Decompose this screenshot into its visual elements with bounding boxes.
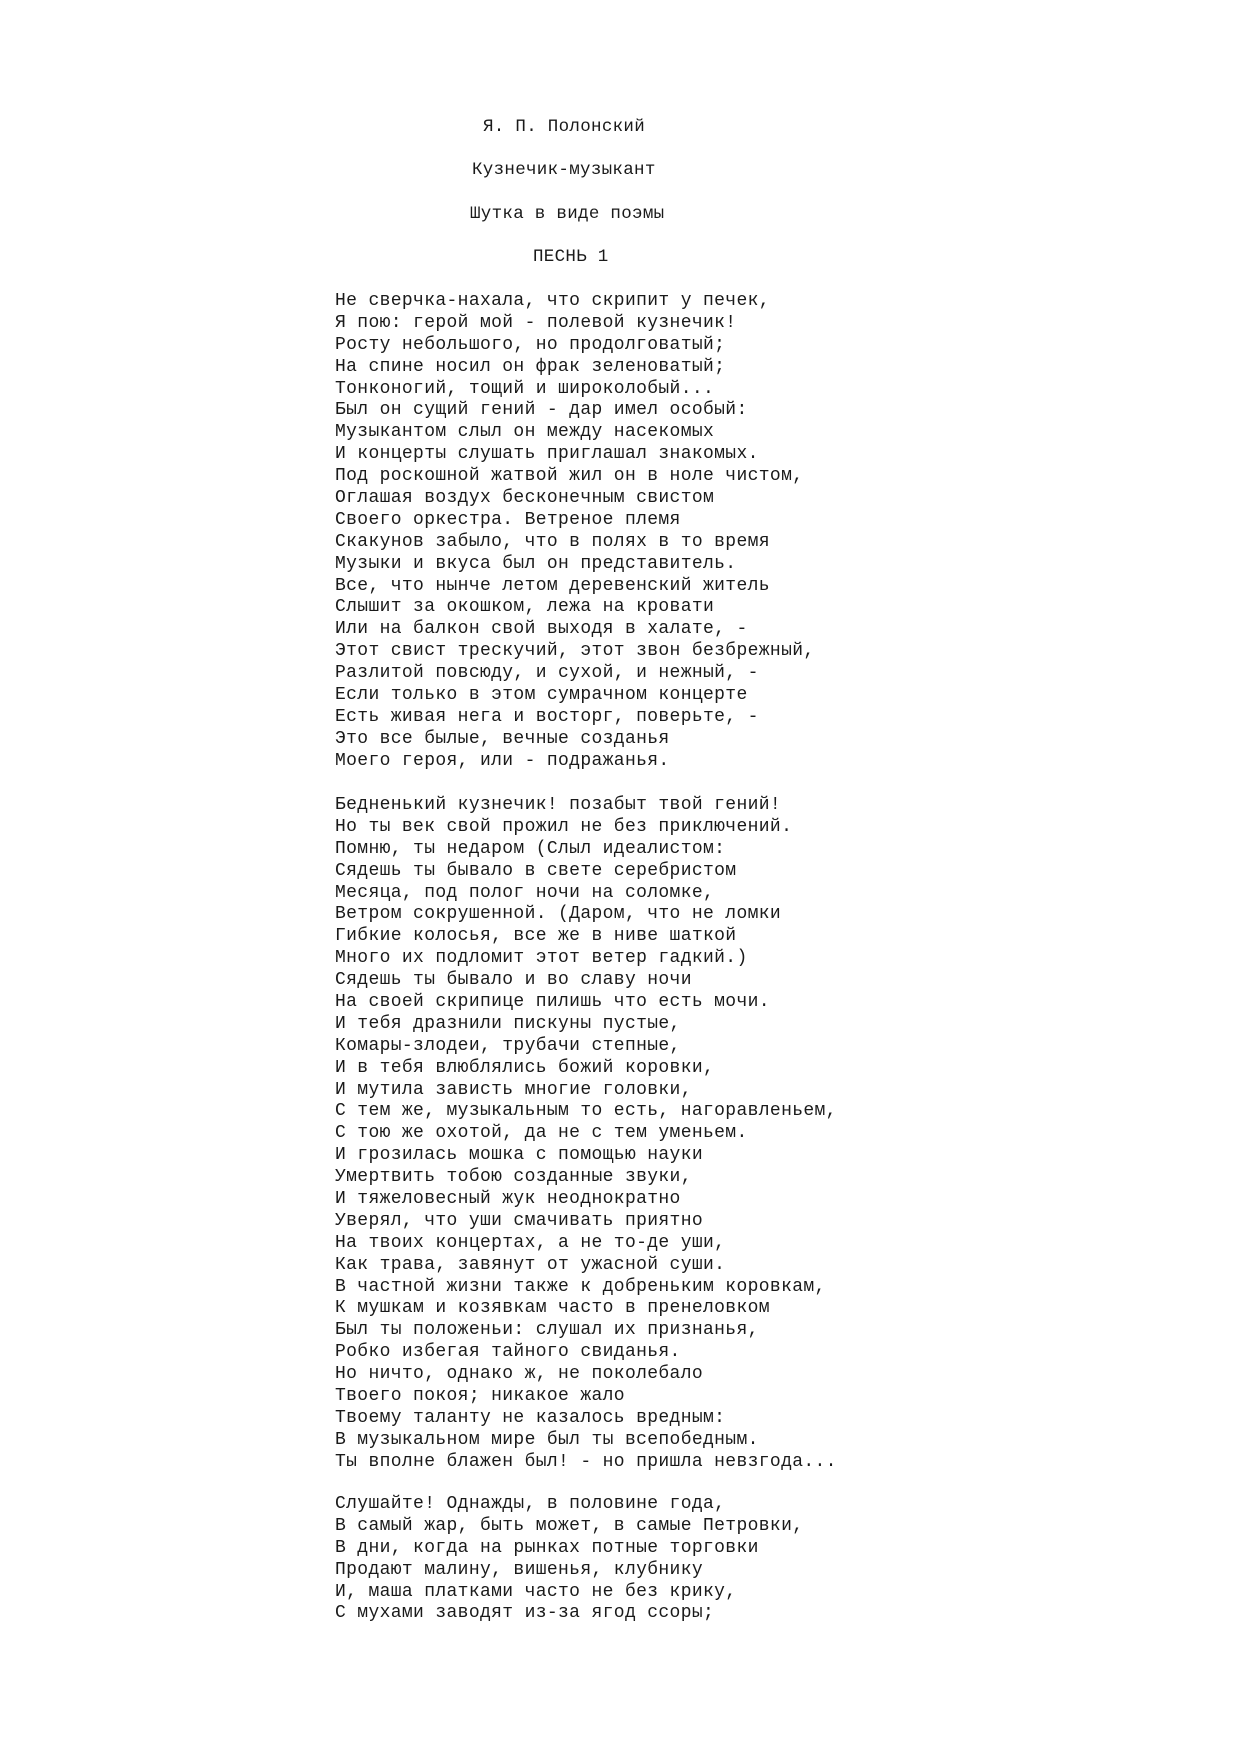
poem-title: Кузнечик-музыкант	[472, 160, 656, 180]
stanza	[335, 291, 815, 773]
verse-line: Своего оркестра. Ветреное племя	[335, 509, 681, 530]
verse-line: Комары-злодеи, трубачи степные,	[335, 1035, 681, 1056]
verse-line: Твоего покоя; никакое жало	[335, 1386, 625, 1407]
verse-line: И мутила зависть многие головки,	[335, 1079, 692, 1100]
verse-line: Много их подломит этот ветер гадкий.)	[335, 948, 748, 969]
verse-line: И грозилась мошка с помощью науки	[335, 1145, 704, 1166]
stanza	[335, 1494, 803, 1625]
verse-line: Как трава, завянут от ужасной суши.	[335, 1254, 726, 1275]
verse-line: Оглашая воздух бесконечным свистом	[335, 488, 715, 509]
verse-line: Я пою: герой мой - полевой кузнечик!	[335, 312, 737, 333]
verse-line: Моего героя, или - подражанья.	[335, 750, 670, 771]
verse-line: Этот свист трескучий, этот звон безбрежный,	[335, 641, 815, 662]
verse-line: С мухами заводят из-за ягод ссоры;	[335, 1603, 715, 1624]
poem-subtitle: Шутка в виде поэмы	[470, 204, 665, 224]
verse-line: Робко избегая тайного свиданья.	[335, 1342, 681, 1363]
verse-line: На своей скрипице пилишь что есть мочи.	[335, 992, 770, 1013]
stanza	[335, 795, 837, 1474]
verse-line: И концерты слушать приглашал знакомых.	[335, 444, 759, 465]
verse-line: Музыкантом слыл он между насекомых	[335, 422, 715, 443]
verse-line: Не сверчка-нахала, что скрипит у печек,	[335, 291, 770, 311]
verse-line: На твоих концертах, а не то-де уши,	[335, 1232, 726, 1253]
verse-line: Но ничто, однако ж, не поколебало	[335, 1364, 704, 1385]
verse-line: В частной жизни также к добреньким коровкам,	[335, 1276, 826, 1297]
verse-line: Бедненький кузнечик! позабыт твой гений!	[335, 795, 782, 815]
verse-line: Есть живая нега и восторг, поверьте, -	[335, 706, 759, 727]
verse-line: Музыки и вкуса был он представитель.	[335, 553, 737, 574]
verse-line: И тяжеловесный жук неоднократно	[335, 1189, 681, 1210]
verse-line: Сядешь ты бывало в свете серебристом	[335, 860, 737, 881]
verse-line: Под роскошной жатвой жил он в ноле чистом,	[335, 466, 804, 487]
verse-line: Уверял, что уши смачивать приятно	[335, 1210, 704, 1231]
verse-line: Ты вполне блажен был! - но пришла невзгода...	[335, 1451, 837, 1472]
verse-line: В дни, когда на рынках потные торговки	[335, 1537, 759, 1558]
verse-line: С тем же, музыкальным то есть, нагоравленьем,	[335, 1101, 837, 1122]
verse-line: Но ты век свой прожил не без приключений.	[335, 816, 793, 837]
verse-line: Это все былые, вечные созданья	[335, 728, 670, 749]
verse-line: Росту небольшого, но продолговатый;	[335, 334, 726, 355]
verse-line: Или на балкон свой выходя в халате, -	[335, 619, 748, 640]
verse-line: Все, что нынче летом деревенский житель	[335, 575, 770, 596]
verse-line: В музыкальном мире был ты всепобедным.	[335, 1429, 759, 1450]
verse-line: На спине носил он фрак зеленоватый;	[335, 356, 726, 377]
verse-line: В самый жар, быть может, в самые Петровки,	[335, 1515, 804, 1536]
verse-line: К мушкам и козявкам часто в пренеловком	[335, 1298, 770, 1319]
verse-line: Гибкие колосья, все же в ниве шаткой	[335, 926, 737, 947]
verse-line: Помню, ты недаром (Слыл идеалистом:	[335, 838, 726, 859]
verse-line: Если только в этом сумрачном концерте	[335, 685, 748, 706]
verse-line: Твоему таланту не казалось вредным:	[335, 1407, 726, 1428]
verse-line: Слышит за окошком, лежа на кровати	[335, 597, 715, 618]
song-heading: ПЕСНЬ 1	[533, 247, 609, 267]
verse-line: Умертвить тобою созданные звуки,	[335, 1167, 692, 1188]
verse-line: И, маша платками часто не без крику,	[335, 1581, 737, 1602]
author-name: Я. П. Полонский	[483, 117, 646, 137]
verse-line: Сядешь ты бывало и во славу ночи	[335, 970, 692, 991]
verse-line: И в тебя влюблялись божий коровки,	[335, 1057, 715, 1078]
verse-line: Тонконогий, тощий и широколобый...	[335, 378, 715, 399]
verse-line: Был ты положеньи: слушал их признанья,	[335, 1320, 759, 1341]
verse-line: Скакунов забыло, что в полях в то время	[335, 531, 770, 552]
verse-line: Ветром сокрушенной. (Даром, что не ломки	[335, 904, 782, 925]
verse-line: С тою же охотой, да не с тем уменьем.	[335, 1123, 748, 1144]
verse-line: И тебя дразнили пискуны пустые,	[335, 1013, 681, 1034]
verse-line: Месяца, под полог ночи на соломке,	[335, 882, 715, 903]
verse-line: Разлитой повсюду, и сухой, и нежный, -	[335, 663, 759, 684]
verse-line: Продают малину, вишенья, клубнику	[335, 1559, 704, 1580]
verse-line: Слушайте! Однажды, в половине года,	[335, 1494, 726, 1514]
verse-line: Был он сущий гений - дар имел особый:	[335, 400, 748, 421]
